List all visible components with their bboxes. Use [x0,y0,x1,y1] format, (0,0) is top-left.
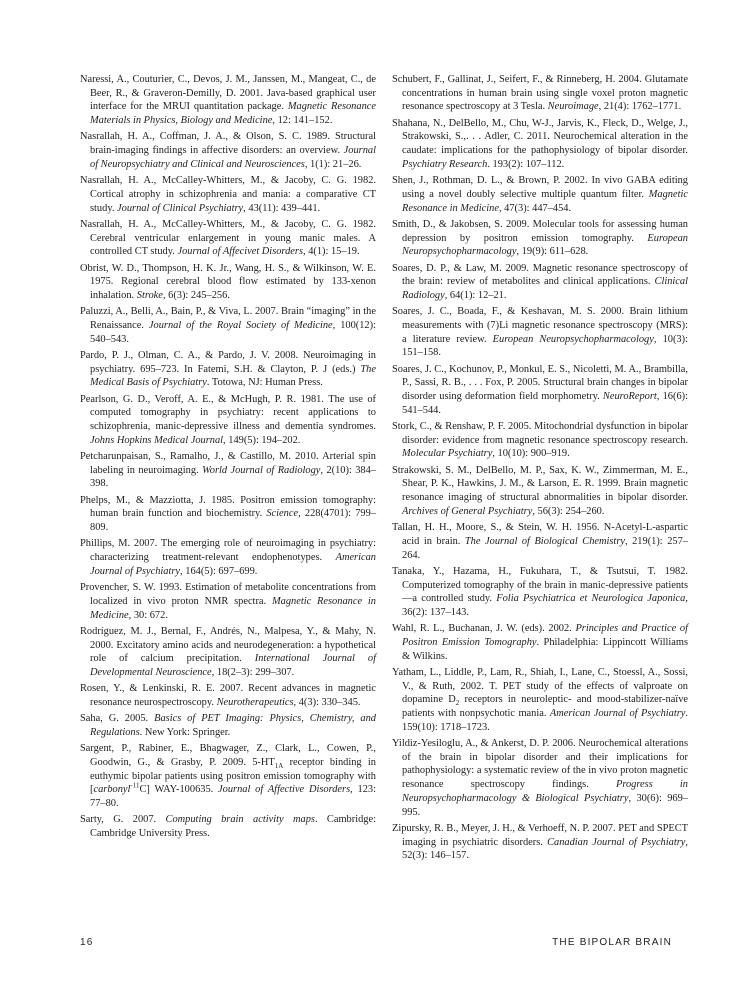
reference-text: Phillips, M. 2007. The emerging role of neuroimaging in psychiatry: characterizing treatment-relevant endophenotypes. [80,538,376,564]
reference-text: Tallan, H. H., Moore, S., & Stein, W. H. 1956. N-Acetyl-L-aspartic acid in brain. [392,522,688,547]
reference-source-title: Journal of Neuropsychiatry and Clinical and Neurosciences [90,145,376,170]
reference-text: receptors in neuroleptic- and mood-stabilizer-naïve patients with nonpsychotic mania. [402,694,689,720]
reference-superscript: -11 [130,781,140,790]
reference-entry [80,218,376,259]
reference-text: Tanaka, Y., Hazama, H., Fukuhara, T., & Tsutsui, T. 1982. Computerized tomography of the brain in manic-depressive patients—a controlled study. [392,565,688,605]
reference-source-title: Molecular Psychiatry [402,448,493,460]
reference-entry [80,174,376,215]
reference-source-title: Folia Psychiatrica et Neurologica Japonica [496,593,686,605]
reference-source-title: Neuroimage [547,101,599,113]
reference-source-title: European Neuropsychopharmacology [402,232,688,258]
reference-source-title: Journal of Clinical Psychiatry [117,202,244,214]
reference-text: Shen, J., Rothman, D. L., & Brown, P. 2002. In vivo GABA editing using a novel doubly selective multiple quantum filter. [392,175,688,200]
reference-entry [80,130,376,171]
reference-source-title: World Journal of Radiology [202,464,321,476]
reference-text: , 43(11): 439–441. [243,202,321,214]
reference-text: , 56(3): 254–260. [532,505,605,517]
reference-text: Paluzzi, A., Belli, A., Bain, P., & Viva, L. 2007. Brain “imaging” in the Renaissance. [80,306,376,331]
reference-entry [80,494,376,535]
reference-text: Phelps, M., & Mazziotta, J. 1985. Positron emission tomography: human brain function and biochemistry. [80,494,376,520]
reference-entry [392,262,688,303]
reference-text: , 2(10): 384–398. [90,464,377,490]
reference-entry [392,737,688,819]
reference-source-title: International Journal of Developmental Neuroscience [90,653,377,678]
reference-text: . 193(2): 107–112. [487,158,565,170]
reference-entry [80,682,376,709]
reference-text: Sarty, G. 2007. [80,814,166,826]
reference-source-title: Psychiatry Research [402,158,488,170]
reference-source-title: Science [266,508,299,520]
reference-text: Shahana, N., DelBello, M., Chu, W-J., Jarvis, K., Fleck, D., Welge, J., Strakowski, S.,. . . Adler, C. 2011. Neurochemical alteration in the caudate: implications for the pathophysiology of bipolar disorder. [392,117,688,157]
reference-source-title: Clinical Radiology [402,276,688,301]
reference-text: . Cambridge: Cambridge University Press. [90,814,376,840]
reference-text: Obrist, W. D., Thompson, H. K. Jr., Wang, H. S., & Wilkinson, W. E. 1975. Regional cerebral blood flow estimated by 133-xenon inhalation. [80,262,376,301]
reference-source-title: Magnetic Resonance in Medicine [402,188,688,214]
reference-source-title: Magnetic Resonance Materials in Physics, Biology and Medicine [90,101,376,127]
reference-entry [80,262,376,303]
reference-source-title: Computing brain activity maps [165,814,315,826]
reference-text: Rosen, Y., & Lenkinski, R. E. 2007. Recent advances in magnetic resonance neurospectroscopy. [80,683,376,708]
reference-entry [392,822,688,863]
reference-text: , 228(4701): 799–809. [90,508,377,534]
reference-text: , 164(5): 697–699. [180,565,258,577]
reference-entry [392,174,688,215]
reference-text: C] WAY-100635. [139,784,219,796]
reference-text: . New York: Springer. [139,726,231,738]
reference-entry [392,622,688,663]
reference-source-title: carbonyl [93,784,131,796]
reference-source-title: Archives of General Psychiatry [402,505,533,517]
reference-text: , 4(1): 15–19. [303,246,360,258]
reference-text: , 1(1): 21–26. [304,158,362,170]
reference-text: Saha, G. 2005. [80,713,155,725]
reference-source-title: Magnetic Resonance in Medicine, [90,595,376,621]
reference-entry [80,742,376,811]
reference-source-title: Stroke [136,289,163,301]
reference-text: 100(12): 540–543. [90,319,376,345]
reference-text: Sargent, P., Rabiner, E., Bhagwager, Z., Clark, L., Cowen, P., Goodwin, G., & Grasby, P. 2009. 5-HT [80,743,376,768]
reference-text: Nasrallah, H. A., McCalley-Whitters, M., & Jacoby, C. G. 1982. Cerebral ventricular enlargement in young manic males. A controlled CT study. [80,218,376,258]
reference-text: Soares, D. P., & Law, M. 2009. Magnetic resonance spectroscopy of the brain: review of metabolites and clinical applications. [392,262,688,288]
reference-text: , 10(3): 151–158. [402,333,688,359]
reference-entry [80,349,376,390]
reference-source-title: NeuroReport [602,391,657,403]
reference-entry [392,363,688,418]
reference-text: Petcharunpaisan, S., Ramalho, J., & Castillo, M. 2010. Arterial spin labeling in neuroimaging. [80,451,376,476]
reference-source-title: Basics of PET Imaging: Physics, Chemistry, and Regulations [90,713,376,738]
reference-text: receptor binding in euthymic bipolar patients using positron emission tomography with [ [90,756,376,796]
reference-text: , 30(6): 969–995. [402,792,689,818]
reference-entry [392,218,688,259]
reference-entry [80,537,376,578]
reference-text: , 6(3): 245–256. [162,289,230,301]
reference-text: Schubert, F., Gallinat, J., Seifert, F., & Rinneberg, H. 2004. Glutamate concentrations in human brain using single voxel proton magnetic resonance spectroscopy at 3 Tesla. [392,74,688,113]
reference-text: , 12: 141–152. [272,115,333,127]
reference-column-right [392,73,688,866]
reference-text: Soares, J. C., Kochunov, P., Monkul, E. S., Nicoletti, M. A., Brambilla, P., Sassi, R. B., . . . Fox, P. 2005. Structural brain changes in bipolar disorder using deformation field morphometry. [392,363,688,403]
reference-entry [392,117,688,172]
reference-text: . Totowa, NJ: Human Press. [206,377,323,389]
reference-entry [392,565,688,620]
reference-text: , 18(2–3): 299–307. [211,666,295,678]
reference-entry [392,521,688,562]
reference-text: , 36(2): 137–143. [402,593,688,618]
reference-text: Nasrallah, H. A., McCalley-Whitters, M., & Jacoby, C. G. 1982. Cortical atrophy in schizophrenia and mania: a comparative CT study. [80,175,376,214]
reference-entry [80,450,376,491]
reference-entry [80,393,376,448]
reference-entry [392,666,688,735]
reference-text: Stork, C., & Renshaw, P. F. 2005. Mitochondrial dysfunction in bipolar disorder: evidence from magnetic resonance spectroscopy research. [392,421,688,446]
reference-subscript: 2 [455,699,460,708]
reference-text: , 47(3): 447–454. [498,202,572,214]
reference-source-title: American Journal of Psychiatry [90,552,376,577]
reference-text: Smith, D., & Jakobsen, S. 2009. Molecular tools for assessing human depression by positron emission tomography. [392,218,688,244]
reference-text: Pearlson, G. D., Veroff, A. E., & McHugh, P. R. 1981. The use of computed tomography in psychiatry: recent applications to schizophrenia, manic-depressive illness and dementia syndromes. [80,393,376,433]
reference-column-left [80,73,376,843]
reference-source-title: Neurotherapeutics [216,696,294,708]
reference-entry [392,305,688,360]
page-number: 16 [80,937,94,948]
reference-text: . Philadelphia: Lippincott Williams & Wilkins. [402,636,688,662]
reference-subscript: 1A [274,762,284,771]
reference-text: Yatham, L., Liddle, P., Lam, R., Shiah, I., Lane, C., Stoessl, A., Sossi, V., & Ruth, 2002. T. PET study of the effects of valproate on dopamine D [392,666,688,706]
reference-text: , 10(10): 900–919. [492,448,570,460]
reference-entry [80,581,376,622]
reference-text: Pardo, P. J., Olman, C. A., & Pardo, J. V. 2008. Neuroimaging in psychiatry. 695–723. In Fatemi, S.H. & Clayton, P. J (eds.) [80,349,376,375]
reference-entry [392,73,688,114]
reference-text: Rodríguez, M. J., Bernal, F., Andrés, N., Malpesa, Y., & Mahy, N. 2000. Excitatory amino acids and neurodegeneration: a hypothetical role of calcium precipitation. [80,625,376,665]
reference-source-title: American Journal of Psychiatry [549,708,686,720]
reference-source-title: Journal of the Royal Society of Medicine, [148,319,336,331]
reference-source-title: Johns Hopkins Medical Journal [90,434,224,446]
reference-entry [80,813,376,840]
reference-entry [80,73,376,128]
reference-text: Strakowski, S. M., DelBello, M. P., Sax, K. W., Zimmerman, M. E., Shear, P. K., Hawkins, J. M., & Larson, E. R. 1999. Brain magnetic resonance imaging of structural abnormalities in bipolar disorder. [392,464,688,504]
reference-entry [80,625,376,680]
reference-text: , 16(6): 541–544. [402,391,688,416]
reference-text: , 219(1): 257–264. [402,535,688,561]
reference-entry [392,464,688,519]
running-title: THE BIPOLAR BRAIN [552,937,672,948]
reference-text: . 159(10): 1718–1723. [402,708,689,733]
reference-source-title: Canadian Journal of Psychiatry [547,836,686,848]
reference-text: Wahl, R. L., Buchanan, J. W. (eds). 2002. [392,623,576,635]
reference-source-title: The Journal of Biological Chemistry [464,535,625,547]
reference-text: , 19(9): 611–628. [516,246,589,258]
reference-entry [80,305,376,346]
reference-source-title: The Medical Basis of Psychiatry [90,363,376,389]
reference-text: , 21(4): 1762–1771. [598,101,682,113]
reference-text: 30: 672. [131,609,168,621]
reference-source-title: Journal of Affective Disorders [218,784,351,796]
reference-text: Naressi, A., Couturier, C., Devos, J. M., Janssen, M., Mangeat, C., de Beer, R., & Graveron-Demilly, D. 2001. Java-based graphical user interface for the MRUI quantitation package. [80,74,376,113]
reference-entry [80,712,376,739]
reference-text: , 64(1): 12–21. [444,289,507,301]
reference-source-title: European Neuropsychopharmacology [492,333,654,345]
reference-text: , 52(3): 146–157. [402,836,688,862]
reference-text: , 4(3): 330–345. [293,696,361,708]
reference-text: Soares, J. C., Boada, F., & Keshavan, M. S. 2000. Brain lithium measurements with (7)Li magnetic resonance spectroscopy (MRS): a literature review. [392,306,688,345]
reference-text: Yildiz-Yesiloglu, A., & Ankerst, D. P. 2006. Neurochemical alterations of the brain in bipolar disorder and their implications for pathophysiology: a systematic review of the in vivo proton magnetic resonance spectroscopy findings. [392,738,688,791]
reference-source-title: Journal of Affecivet Disorders [177,246,303,258]
reference-text: Nasrallah, H. A., Coffman, J. A., & Olson, S. C. 1989. Structural brain-imaging findings in affective disorders: an overview. [80,131,376,157]
reference-entry [392,420,688,461]
reference-text: Provencher, S. W. 1993. Estimation of metabolite concentrations from localized in vivo proton NMR spectra. [80,582,376,607]
reference-source-title: Principles and Practice of Positron Emission Tomography [402,623,688,648]
reference-text: Zipursky, R. B., Meyer, J. H., & Verhoeff, N. P. 2007. PET and SPECT imaging in psychiatric disorders. [392,822,688,848]
reference-text: , 149(5): 194–202. [223,434,301,446]
reference-text: , 123: 77–80. [90,784,376,810]
reference-source-title: Progress in Neuropsychopharmacology & Biological Psychiatry [402,779,688,804]
